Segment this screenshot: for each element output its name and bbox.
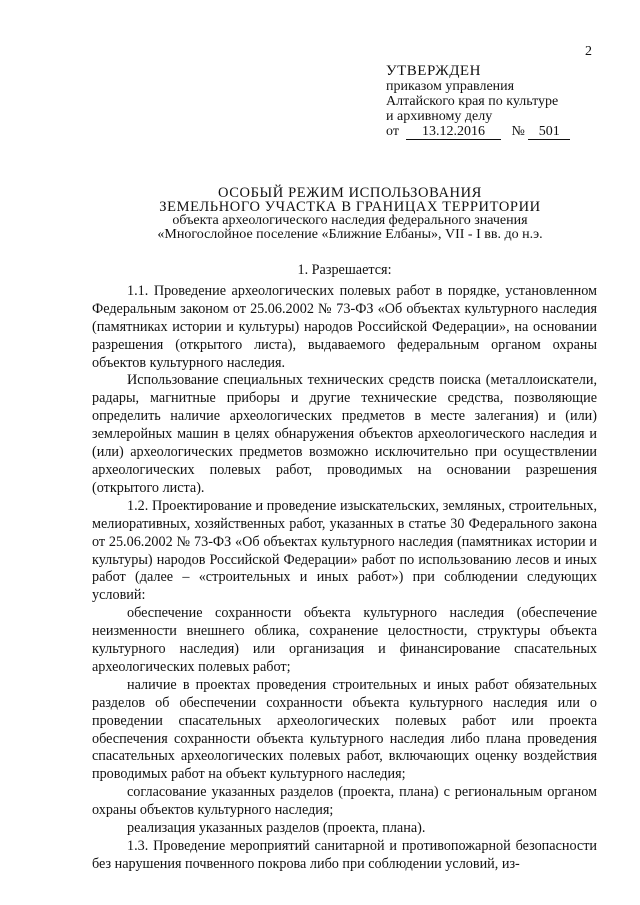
paragraph: обеспечение сохранности объекта культурного наследия (обеспечение неизменности внешнего облика, сохранение целостности, структуры объекта культурного наследия) или организация и финансирование спасательных археологических полевых работ;: [92, 605, 597, 675]
approval-date: 13.12.2016: [406, 125, 501, 140]
section-title: 1. Разрешается:: [297, 262, 392, 278]
from-label: от: [386, 124, 399, 139]
paragraph: 1.3. Проведение мероприятий санитарной и противопожарной безопасности без нарушения почвенного покрова либо при соблюдении условий, из-: [92, 838, 597, 872]
paragraph: Использование специальных технических средств поиска (металлоискатели, радары, магнитные приборы и другие технические средства, позволяющие определить наличие археологических предметов в месте залегания) и (или) землеройных машин в целях обнаружения объектов археологического наследия и (или) археологических предметов возможно исключительно при осуществлении археологических полевых работ, проводимых на основании разрешения (открытого листа).: [92, 372, 597, 496]
approval-line-1: приказом управления: [386, 79, 515, 94]
document-heading: [100, 186, 600, 242]
paragraph: 1.2. Проектирование и проведение изыскательских, земляных, строительных, мелиоративных, хозяйственных работ, указанных в статье 30 Федерального закона от 25.06.2002 № 73-ФЗ «Об объектах культурного наследия (памятниках истории и культуры) народов Российской Федерации» работ по использованию лесов и иных работ (далее – «строительных и иных работ») при соблюдении следующих условий:: [92, 497, 597, 604]
approval-title: УТВЕРЖДЕН: [386, 63, 481, 79]
paragraph: реализация указанных разделов (проекта, плана).: [127, 820, 426, 837]
paragraph: наличие в проектах проведения строительных и иных работ обязательных разделов об обеспечении сохранности объекта культурного наследия или о проведении спасательных археологических полевых работ или проекта обеспечения сохранности объекта культурного наследия либо плана проведения спасательных археологических полевых работ, включающих оценку воздействия проводимых работ на объект культурного наследия;: [92, 676, 597, 783]
heading-line-3: объекта археологического наследия федерального значения: [172, 213, 528, 228]
heading-line-4: «Многослойное поселение «Ближние Елбаны», VII - I вв. до н.э.: [157, 227, 543, 242]
approval-stamp: [386, 64, 616, 140]
page-number: 2: [585, 44, 592, 59]
paragraph: 1.1. Проведение археологических полевых работ в порядке, установленном Федеральным законом от 25.06.2002 № 73-ФЗ «Об объектах культурного наследия (памятниках истории и культуры) народов Российской Федерации», на основании разрешения (открытого листа), выдаваемого федеральным органом охраны объектов культурного наследия.: [92, 282, 597, 371]
document-body: [92, 262, 597, 874]
approval-date-number-row: [386, 124, 616, 140]
approval-number: 501: [528, 125, 570, 140]
approval-line-3: и архивному делу: [386, 109, 493, 124]
approval-line-2: Алтайского края по культуре: [386, 94, 559, 109]
paragraph: согласование указанных разделов (проекта, плана) с региональным органом охраны объектов культурного наследия;: [92, 784, 597, 819]
heading-line-2: ЗЕМЕЛЬНОГО УЧАСТКА В ГРАНИЦАХ ТЕРРИТОРИИ: [159, 199, 541, 215]
heading-line-1: ОСОБЫЙ РЕЖИМ ИСПОЛЬЗОВАНИЯ: [218, 185, 482, 201]
number-label: №: [511, 124, 525, 139]
